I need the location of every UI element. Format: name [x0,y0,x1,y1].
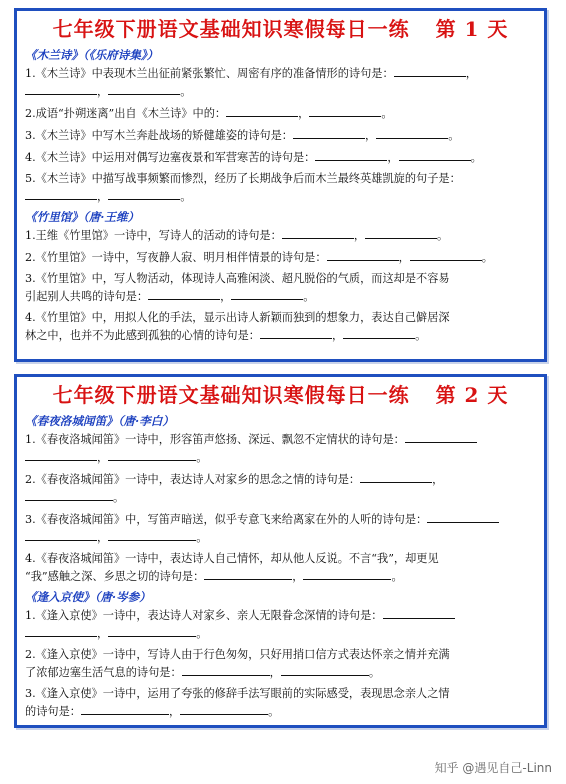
answer-blank[interactable] [293,126,365,139]
answer-blank[interactable] [25,624,97,637]
card-title [17,15,544,43]
answer-blank[interactable] [108,82,180,95]
answer-blank[interactable] [108,448,196,461]
answer-blank[interactable] [25,187,97,200]
answer-blank[interactable] [315,148,387,161]
answer-blank[interactable] [327,248,399,261]
answer-blank[interactable] [182,663,270,676]
card-body [17,43,544,344]
title-text: 七年级下册语文基础知识寒假每日一练 [52,383,410,407]
question: 4.《春夜洛城闻笛》一诗中，表达诗人自己情怀，却从他人反说。不言“我”，却更见 “我”感触之深、乡思之切的诗句是： ， 。 [25,552,439,583]
answer-blank[interactable] [376,126,448,139]
answer-blank[interactable] [226,104,298,117]
worksheet-card-day-2 [14,374,547,728]
question: 1.《逢入京使》一诗中，表达诗人对家乡、亲人无限眷念深情的诗句是： ， 。 [25,606,536,642]
question: 4.《竹里馆》中，用拟人化的手法，显示出诗人新颖而独到的想象力，表达自己僻居深 林之中，也并不为此感到孤独的心情的诗句是： ， 。 [25,311,450,342]
answer-blank[interactable] [303,567,391,580]
answer-blank[interactable] [108,187,180,200]
answer-blank[interactable] [25,82,97,95]
question: 3.《木兰诗》中写木兰奔赴战场的矫健雄姿的诗句是： ， 。 [25,126,536,144]
card-title [17,381,544,409]
question: 3.《竹里馆》中，写人物活动，体现诗人高雅闲淡、超凡脱俗的气质，而这却是不容易 引起别人共鸣的诗句是： ， 。 [25,272,450,303]
answer-blank[interactable] [25,488,113,501]
question: 2.《春夜洛城闻笛》一诗中，表达诗人对家乡的思念之情的诗句是： ， 。 [25,470,536,506]
answer-blank[interactable] [410,248,482,261]
title-text: 七年级下册语文基础知识寒假每日一练 [52,17,410,41]
question: 1.《春夜洛城闻笛》一诗中，形容笛声悠扬、深远、飘忽不定情状的诗句是： ， 。 [25,430,536,466]
answer-blank[interactable] [281,663,369,676]
section-heading: 《春夜洛城闻笛》（唐·李白） [25,414,174,428]
answer-blank[interactable] [309,104,381,117]
answer-blank[interactable] [231,287,303,300]
worksheet-card-day-1 [14,8,547,362]
answer-blank[interactable] [405,430,477,443]
answer-blank[interactable] [360,470,432,483]
answer-blank[interactable] [180,702,268,715]
answer-blank[interactable] [383,606,455,619]
section-heading: 《木兰诗》（《乐府诗集》） [25,48,159,62]
answer-blank[interactable] [25,448,97,461]
question: 4.《木兰诗》中运用对偶写边塞夜景和军营寒苦的诗句是： ， 。 [25,148,536,166]
section-heading: 《逢入京使》（唐·岑参） [25,590,151,604]
question: 2.《逢入京使》一诗中，写诗人由于行色匆匆，只好用捎口信方式表达怀亲之情并充满 了浓郁边塞生活气息的诗句是： ， 。 [25,648,450,679]
answer-blank[interactable] [282,226,354,239]
question: 1.王维《竹里馆》一诗中，写诗人的活动的诗句是： ， 。 [25,226,536,244]
section-heading: 《竹里馆》（唐·王维） [25,210,140,224]
answer-blank[interactable] [343,326,415,339]
card-body [17,409,544,720]
answer-blank[interactable] [25,528,97,541]
answer-blank[interactable] [365,226,437,239]
question: 3.《春夜洛城闻笛》中，写笛声暗送，似乎专意飞来给离家在外的人听的诗句是： ， 。 [25,510,536,546]
question: 2.《竹里馆》一诗中，写夜静人寂、明月相伴情景的诗句是： ， 。 [25,248,536,266]
question: 3.《逢入京使》一诗中，运用了夸张的修辞手法写眼前的实际感受，表现思念亲人之情 的诗句是： ， 。 [25,687,450,718]
day-label: 第 2 天 [435,383,509,407]
day-label: 第 1 天 [435,17,509,41]
answer-blank[interactable] [399,148,471,161]
answer-blank[interactable] [394,64,466,77]
answer-blank[interactable] [260,326,332,339]
question: 1.《木兰诗》中表现木兰出征前紧张繁忙、周密有序的准备情形的诗句是： ， ， 。 [25,64,536,100]
answer-blank[interactable] [81,702,169,715]
question: 2.成语“扑朔迷离”出自《木兰诗》中的： ， 。 [25,104,536,122]
answer-blank[interactable] [427,510,499,523]
answer-blank[interactable] [204,567,292,580]
watermark: 知乎 @遇见自己-Linn [434,761,552,775]
answer-blank[interactable] [108,624,196,637]
question: 5.《木兰诗》中描写战事频繁而惨烈，经历了长期战争后而木兰最终英雄凯旋的句子是： ， 。 [25,172,461,203]
answer-blank[interactable] [148,287,220,300]
answer-blank[interactable] [108,528,196,541]
